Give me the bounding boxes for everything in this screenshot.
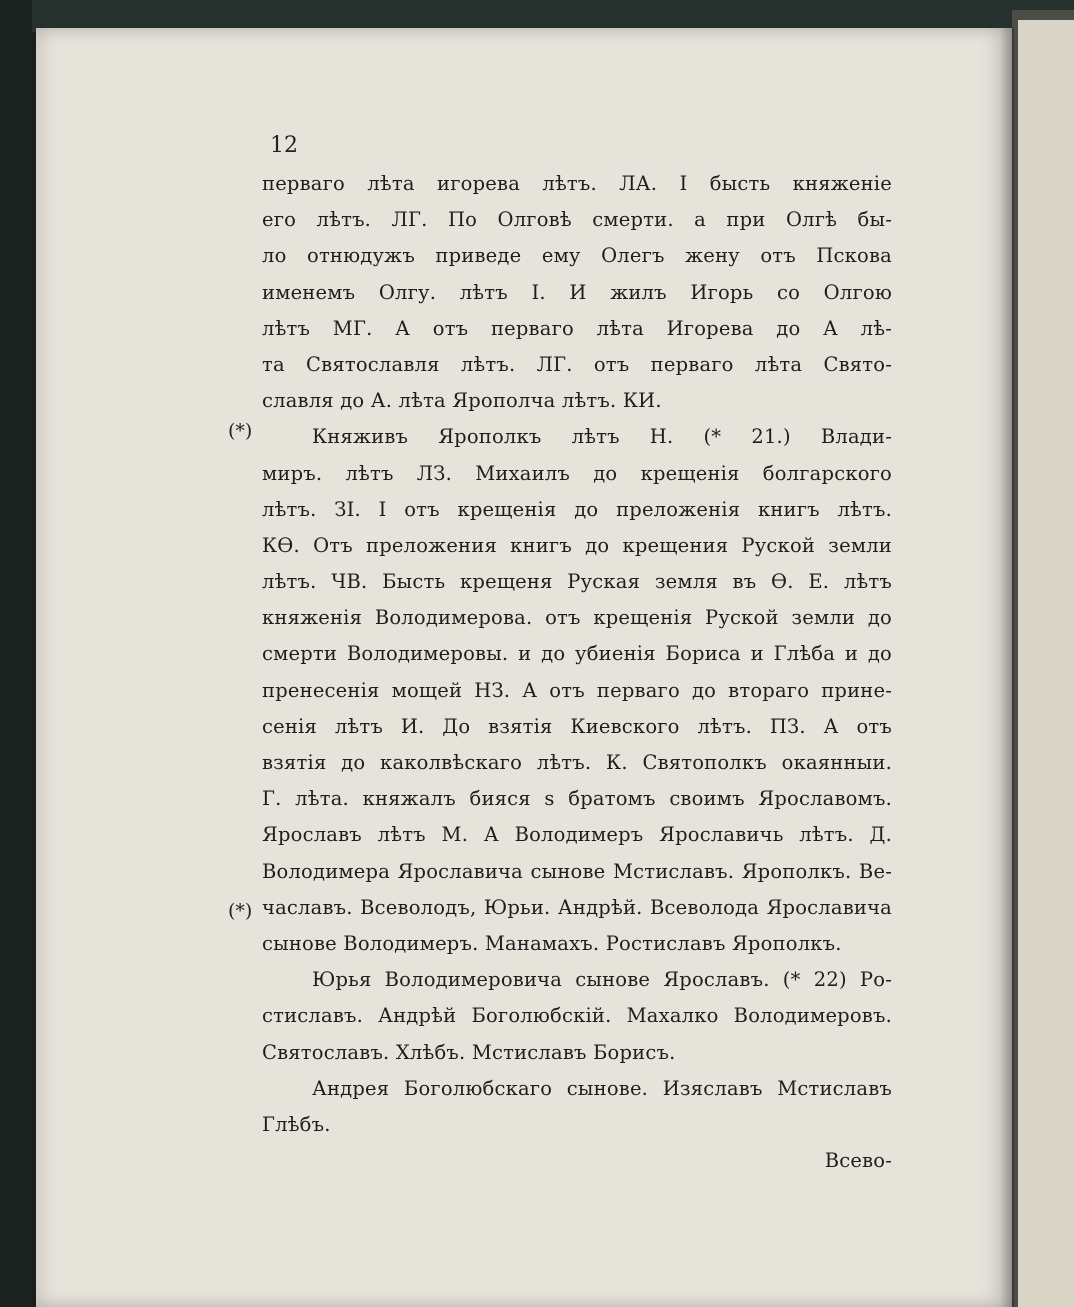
text-line: пренесенія мощей НЗ. А отъ перваго до втораго прине- [262, 678, 892, 702]
text-line: Княживъ Ярополкъ лѣтъ Н. (* 21.) Влади- [312, 425, 892, 449]
text-line: княженія Володимерова. отъ крещенія Руской земли до [262, 606, 892, 630]
text-line: Володимера Ярославича сынове Мстиславъ. Ярополкъ. Ве- [262, 859, 892, 883]
page-text [262, 166, 892, 1179]
page-fold-shadow [1000, 28, 1014, 1307]
text-line: Глѣбъ. [262, 1112, 331, 1136]
text-line: Святославъ. Хлѣбъ. Мстиславъ Борисъ. [262, 1040, 676, 1064]
text-line: Андрея Боголюбскаго сынове. Изяславъ Мстиславъ [312, 1076, 892, 1100]
text-line: смерти Володимеровы. и до убиенія Бориса и Глѣба и до [262, 642, 892, 666]
text-line: КѲ. Отъ преложения книгъ до крещения Руской земли [262, 533, 892, 557]
text-line: Ярославъ лѣтъ М. А Володимеръ Ярославичь лѣтъ. Д. [262, 823, 892, 847]
text-line: та Святославля лѣтъ. ЛГ. отъ перваго лѣта Свято- [262, 352, 892, 376]
text-line: лѣтъ. ЗІ. І отъ крещенія до преложенія книгъ лѣтъ. [262, 497, 892, 521]
page-number: 12 [270, 133, 298, 158]
text-line: миръ. лѣтъ ЛЗ. Михаилъ до крещенія болгарского [262, 461, 892, 485]
text-line: славля до А. лѣта Ярополча лѣтъ. КИ. [262, 389, 662, 413]
text-line: его лѣтъ. ЛГ. По Олговѣ смерти. а при Олгѣ бы- [262, 208, 892, 232]
text-line: чаславъ. Всеволодъ, Юрьи. Андрѣй. Всеволода Ярославича [262, 895, 892, 919]
text-line: взятія до каколвѣскаго лѣтъ. К. Святополкъ окаянныи. [262, 751, 892, 774]
catchword: Всево- [824, 1149, 892, 1173]
text-line: сенія лѣтъ И. До взятія Киевского лѣтъ. ПЗ. А отъ [262, 714, 892, 738]
text-line: стиславъ. Андрѣй Боголюбскій. Махалко Володимеровъ. [262, 1004, 892, 1028]
text-line: лѣтъ МГ. А отъ перваго лѣта Игорева до А лѣ- [262, 316, 892, 340]
marginal-note-asterisk: (*) [228, 900, 253, 922]
text-line: именемъ Олгу. лѣтъ І. И жилъ Игорь со Олгою [262, 280, 892, 304]
text-line: Г. лѣта. княжалъ бияся ѕ братомъ своимъ Ярославомъ. [262, 787, 892, 811]
text-line: ло отнюдужъ приведе ему Олегъ жену отъ Пскова [262, 244, 892, 268]
text-line: перваго лѣта игорева лѣтъ. ЛА. І бысть княженіе [262, 172, 892, 195]
text-line: сынове Володимеръ. Манамахъ. Ростиславъ Ярополкъ. [262, 931, 842, 955]
text-line: Юрья Володимеровича сынове Ярославъ. (* 22) Ро- [312, 968, 892, 992]
scan-background-left [0, 0, 32, 1307]
marginal-note-asterisk: (*) [228, 420, 253, 442]
text-line: лѣтъ. ЧВ. Бысть крещеня Руская земля въ Ѳ. Е. лѣтъ [262, 570, 892, 594]
facing-page-edge [1018, 20, 1074, 1307]
